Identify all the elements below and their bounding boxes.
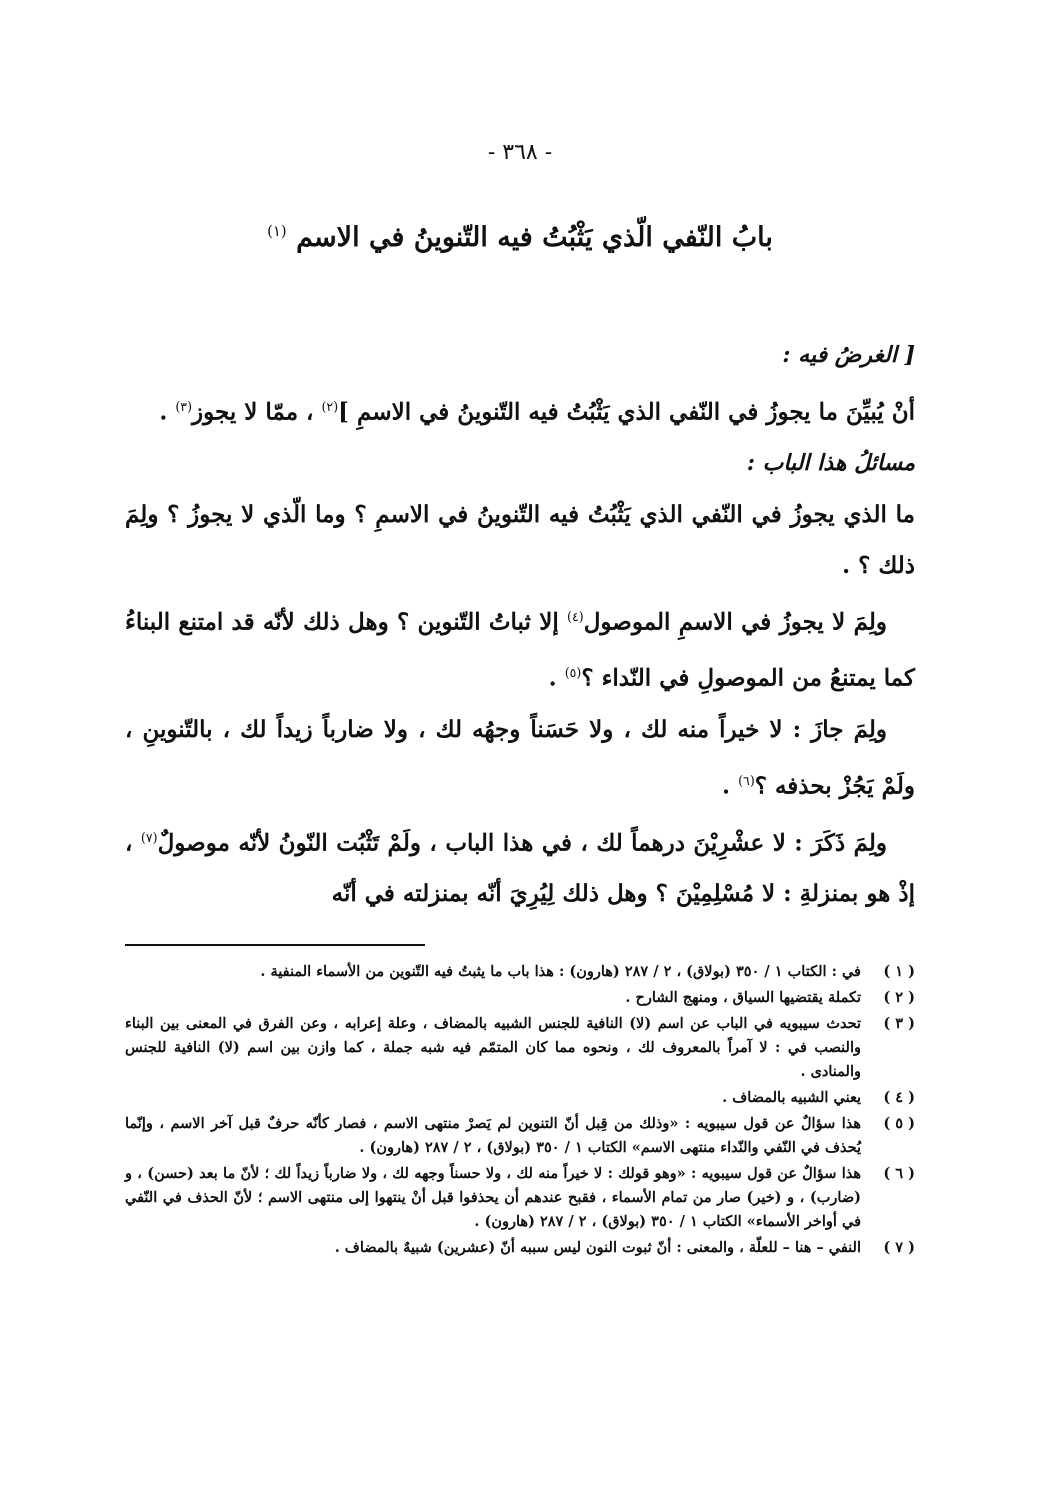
footnote: [125, 1086, 915, 1110]
footnote: [125, 1012, 915, 1084]
footnote-ref: (٧): [140, 829, 158, 845]
issues-text-part: ولِمَ ذَكَرَ : لا عشْرِيْنَ درهماً لك ، في هذا الباب ، ولَمْ تَثْبُت النّونُ لأنّه موصولٌ: [157, 829, 887, 857]
page-number: - ٣٦٨ -: [487, 140, 553, 165]
footnote-ref: (٥): [564, 665, 582, 681]
purpose-heading: [ الغرضُ فيه :: [782, 342, 915, 368]
chapter-title-text: بابُ النّفي الّذي يَثْبُتُ فيه التّنوينُ في الاسم: [296, 222, 773, 253]
footnote-text: النفي – هنا – للعلّة ، والمعنى : أنّ ثبوت النون ليس سببه أنّ (عشرين) شبيهٌ بالمضاف .: [334, 1239, 861, 1256]
footnote-ref: (٢): [321, 399, 339, 414]
purpose-text-part: .: [159, 398, 168, 426]
issues-text-part: ولِمَ جازَ : لا خيراً منه لك ، ولا حَسَناً وجهُه لك ، ولا ضارباً زيداً لك ، بالتّنوينِ ، ولَمْ يَجُزْ بحذفه ؟: [125, 715, 915, 800]
footnote-divider: [125, 944, 425, 946]
issues-heading: مسائلُ هذا الباب :: [746, 449, 915, 476]
purpose-text-part: ، ممّا لا يجوز: [192, 398, 314, 426]
footnote-text: هذا سؤالٌ عن قول سيبويه : «وهو قولك : لا خيراً منه لك ، ولا حسناً وجهه لك ، ولا ضارباً زيداً لك ؛ لأنّ ما بعد (حسن) ، و (ضارب) ، و (خير) صار من تمام الأسماء ، فقبح عندهم أن يحذفوا قبل أنْ ينتهوا إلى منتهى الاسم ؛ لأنّ الحذف في النّفي في أواخر الأسماء» الكتاب ١ / ٣٥٠ (بولاق) ، ٢ / ٢٨٧ (هارون) .: [125, 1165, 861, 1230]
chapter-title: [125, 222, 915, 253]
issues-text-part: ولِمَ لا يجوزُ في الاسمِ الموصول: [583, 608, 887, 636]
issues-text-part: ، إذْ هو بمنزلةِ : لا مُسْلِمِيْنَ ؟ وهل ذلك لِيُرِيَ أنّه بمنزلته في أنّه: [125, 829, 915, 908]
footnote-number: ( ١ ): [883, 963, 915, 980]
footnote-number: ( ٢ ): [883, 989, 915, 1006]
footnote: [125, 1236, 915, 1260]
footnote: [125, 1162, 915, 1234]
main-text: [125, 330, 915, 919]
footnote: [125, 1112, 915, 1160]
issues-text-part: .: [722, 772, 731, 800]
footnote-text: تحدث سيبويه في الباب عن اسم (لا) النافية للجنس الشبيه بالمضاف ، وعلة إعرابه ، وعن الفرق في المعنى بين البناء والنصب في : لا آمراً بالمعروف لك ، ونحوه مما كان المتمّم فيه شبه جملة ، كما وازن بين اسم (لا) النافية للجنس والمنادى .: [125, 1015, 861, 1080]
issues-paragraph-1: ما الذي يجوزُ في النّفي الذي يَثْبُتُ فيه التّنوينُ في الاسمِ ؟ وما الّذي لا يجوزُ ؟ ولِمَ ذلك ؟ .: [125, 500, 915, 579]
footnote: [125, 960, 915, 984]
issues-paragraph-2: [125, 591, 915, 704]
issues-text-part: إلا ثباتُ التّنوين ؟ وهل ذلك لأنّه قد امتنع البناءُ كما يمتنعُ من الموصولِ في النّداء ؟: [125, 608, 915, 692]
footnote: [125, 986, 915, 1010]
footnote-ref: (٣): [175, 399, 193, 414]
footnote-number: ( ٥ ): [883, 1115, 915, 1132]
footnote-text: تكملة يقتضيها السياق ، ومنهج الشارح .: [625, 989, 861, 1006]
purpose-text-part: أنْ يُبيِّنَ ما يجوزُ في النّفي الذي يَثْبُتُ فيه التّنوينُ في الاسمِ ]: [338, 398, 915, 426]
footnote-ref: (١): [267, 222, 287, 240]
footnote-number: ( ٧ ): [883, 1239, 915, 1256]
footnote-number: ( ٤ ): [883, 1089, 915, 1106]
issues-paragraph-4: [125, 812, 915, 920]
footnote-text: في : الكتاب ١ / ٣٥٠ (بولاق) ، ٢ / ٢٨٧ (هارون) : هذا باب ما يثبتُ فيه التّنوين من الأسماء المنفية .: [260, 963, 861, 980]
document-page: [125, 110, 915, 1410]
footnote-text: يعني الشبيه بالمضاف .: [722, 1089, 861, 1106]
footnotes: [125, 960, 915, 1262]
footnote-number: ( ٦ ): [883, 1165, 915, 1182]
purpose-paragraph: [125, 381, 915, 438]
footnote-number: ( ٣ ): [883, 1015, 915, 1032]
issues-paragraph-3: [125, 704, 915, 812]
footnote-ref: (٦): [738, 772, 755, 788]
footnote-ref: (٤): [567, 608, 584, 624]
issues-text-part: .: [548, 664, 557, 692]
footnote-text: هذا سؤالٌ عن قول سيبويه : «وذلك من قِبل أنّ التنوين لم يَصرْ منتهى الاسم ، فصار كأنّه حرفٌ قبل آخر الاسم ، وإنّما يُحذف في النّفي والنّداء منتهى الاسم» الكتاب ١ / ٣٥٠ (بولاق) ، ٢ / ٢٨٧ (هارون) .: [125, 1115, 861, 1156]
